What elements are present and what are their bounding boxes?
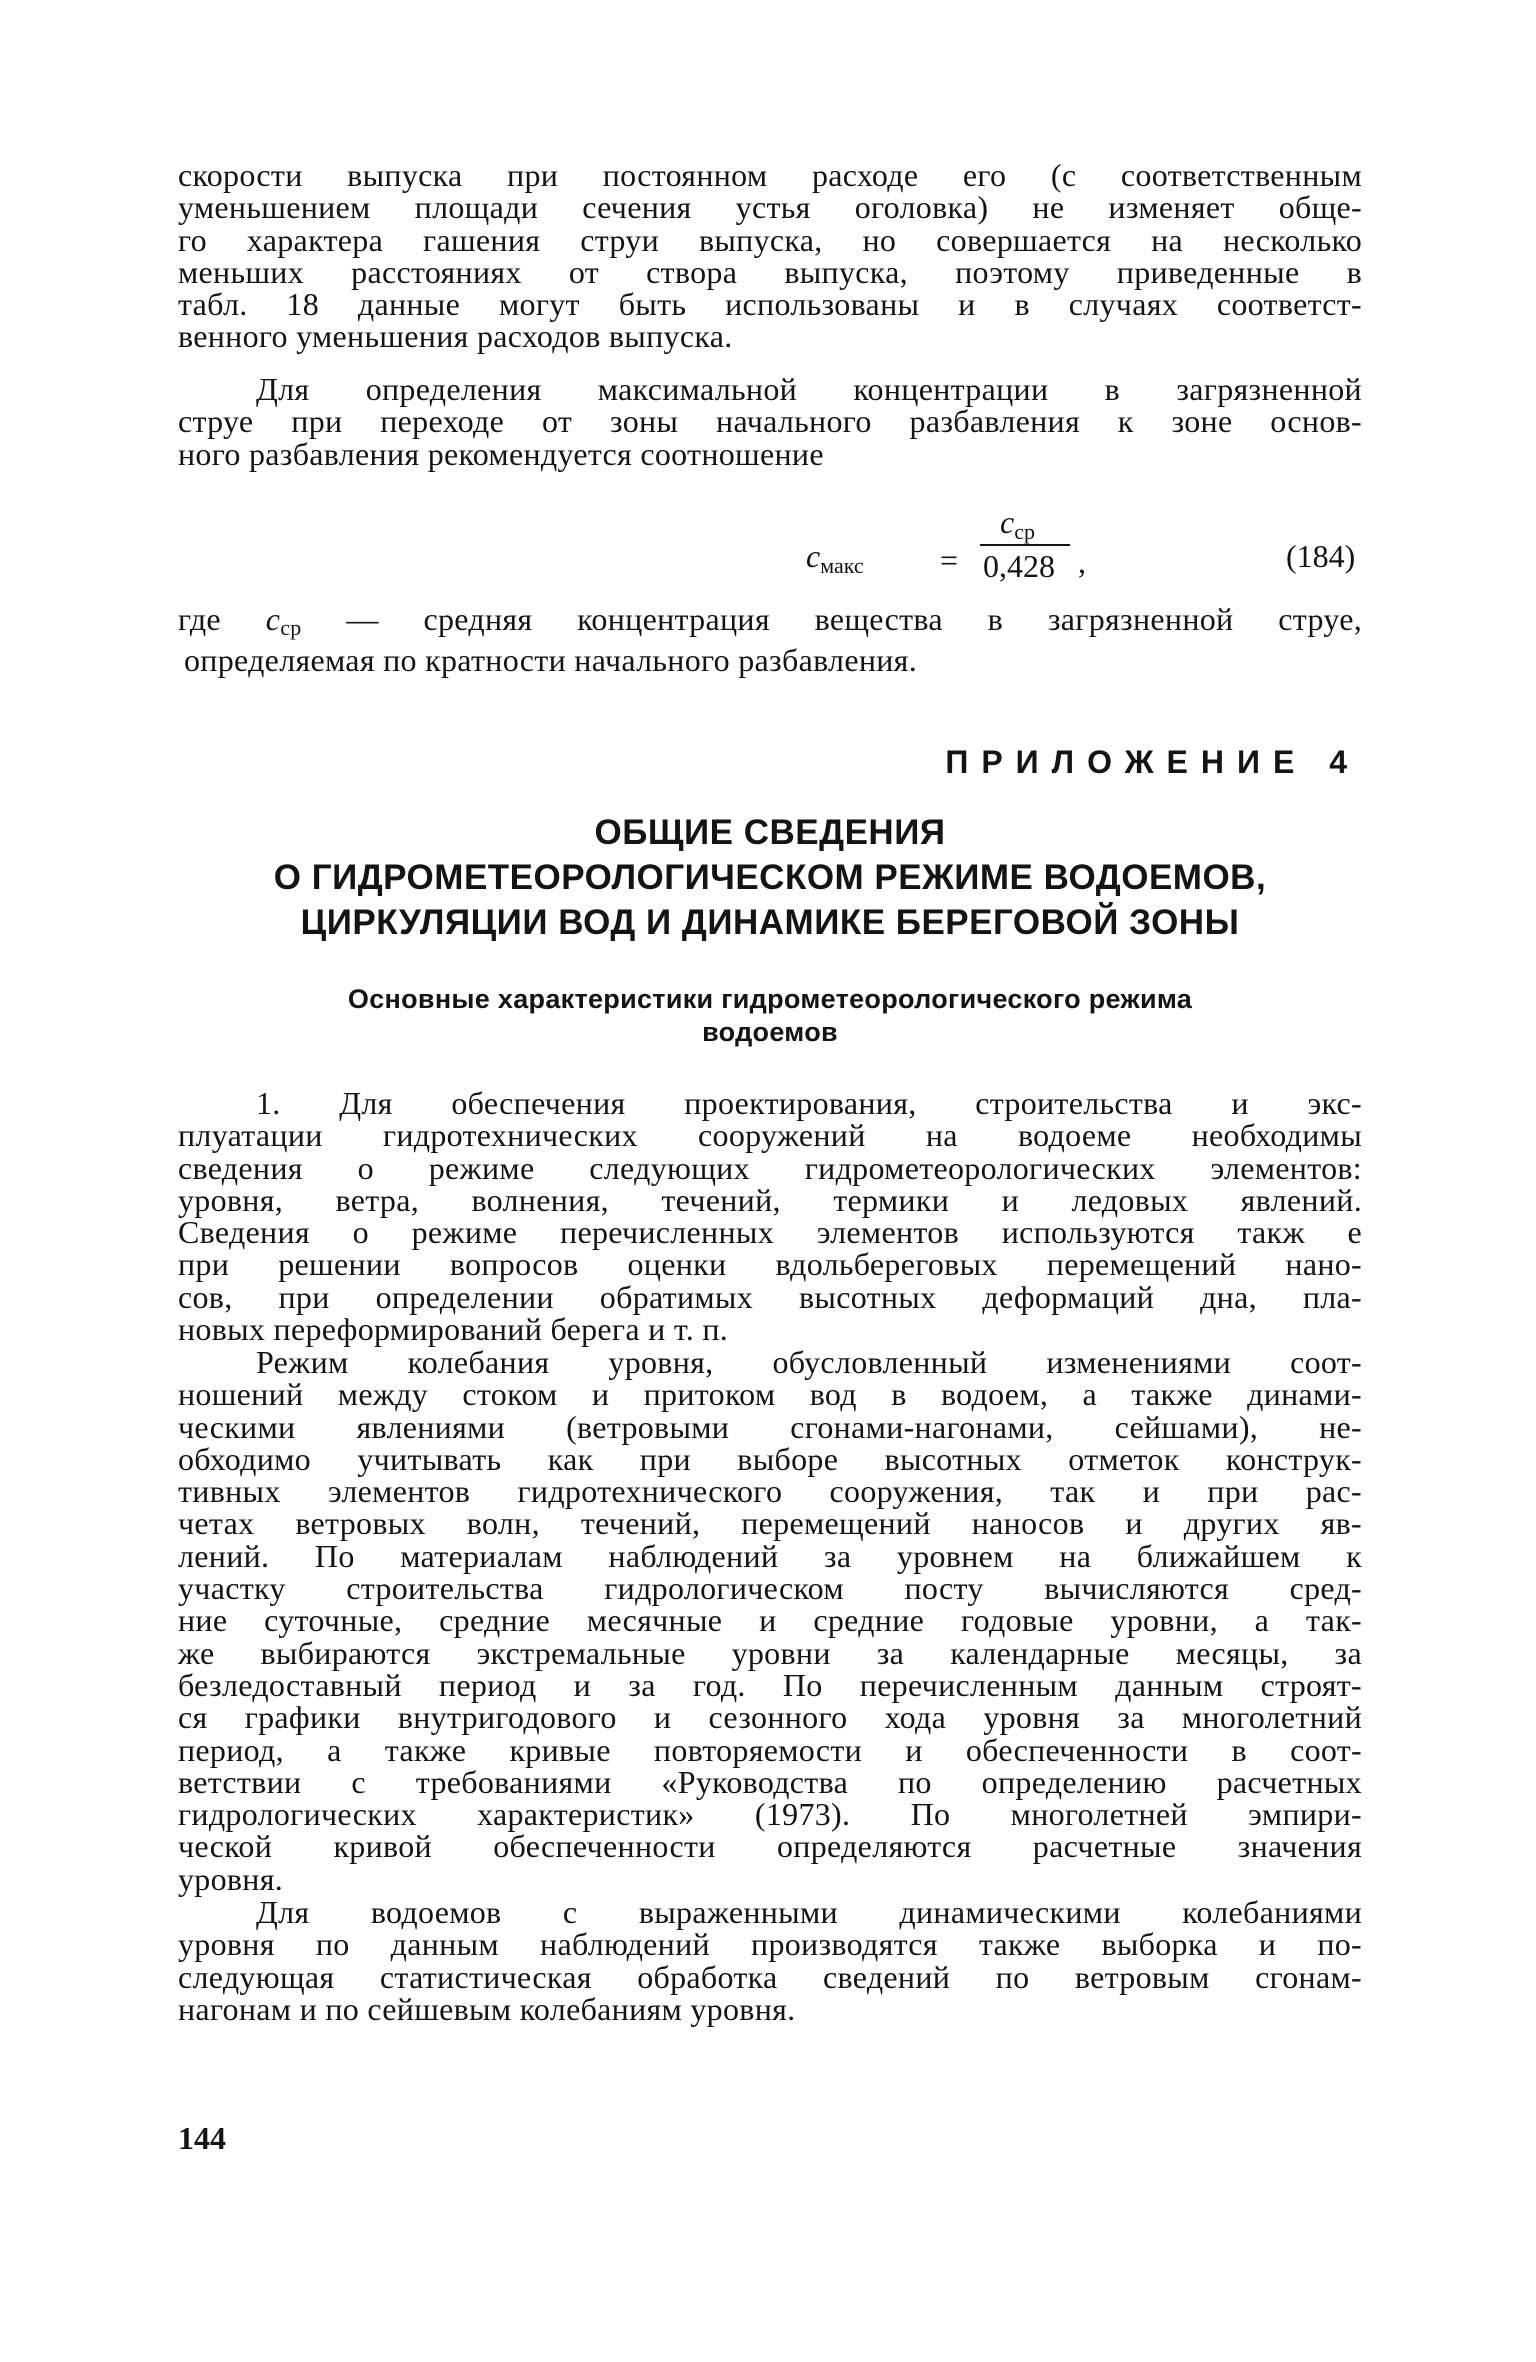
formula-comma: ,: [1078, 544, 1086, 580]
formula-denominator: 0,428: [983, 548, 1055, 584]
formula-184: [0, 504, 1536, 584]
text-line: обходимо учитывать как при выборе высотных отметок конструк-: [178, 1440, 1362, 1477]
section-title-line: водоемов: [702, 1017, 838, 1047]
text-line: нагонам и по сейшевым колебаниям уровня.: [178, 1990, 796, 2027]
text-line: меньших расстояниях от створа выпуска, поэтому приведенные в: [178, 253, 1362, 290]
text-line: ние суточные, средние месячные и средние годовые уровни, а так-: [178, 1602, 1362, 1639]
text-line: уровня.: [178, 1860, 284, 1897]
text-line: венного уменьшения расходов выпуска.: [178, 318, 733, 355]
text-line: же выбираются экстремальные уровни за календарные месяцы, за: [178, 1634, 1362, 1671]
appendix-title: [120, 810, 1420, 945]
text-line: ветствии с требованиями «Руководства по определению расчетных: [178, 1763, 1362, 1800]
intro-paragraph: [178, 159, 1362, 353]
paragraph-3: [178, 1896, 1362, 2025]
text-line: ческими явлениями (ветровыми сгонами-нагонами, сейшами), не-: [178, 1408, 1362, 1445]
concentration-paragraph: [178, 373, 1362, 470]
text-line: период, а также кривые повторяемости и обеспеченности в соот-: [178, 1731, 1362, 1768]
section-title-line: Основные характеристики гидрометеорологического режима: [347, 984, 1193, 1014]
text-line: новых переформирований берега и т. п.: [178, 1311, 729, 1348]
text-line: участку строительства гидрологическом посту вычисляются сред-: [178, 1570, 1362, 1607]
text-line: лений. По материалам наблюдений за уровнем на ближайшем к: [178, 1537, 1362, 1574]
text-line: при решении вопросов оценки вдольбереговых перемещений нано-: [178, 1246, 1362, 1283]
page-number: 144: [178, 2120, 226, 2156]
text-line: скорости выпуска при постоянном расходе его (с соответственным: [178, 157, 1362, 193]
text-line: определяемая по кратности начального разбавления.: [184, 642, 917, 679]
section-title: [150, 983, 1390, 1049]
appendix-title-line: ЦИРКУЛЯЦИИ ВОД И ДИНАМИКЕ БЕРЕГОВОЙ ЗОНЫ: [300, 903, 1240, 942]
text-line: сов, при определении обратимых высотных деформаций дна, пла-: [178, 1278, 1362, 1315]
paragraph-1: [178, 1085, 1362, 1348]
text-line: плуатации гидротехнических сооружений на водоеме необходимы: [178, 1117, 1362, 1154]
text-line: ческой кривой обеспеченности определяются расчетные значения: [178, 1828, 1362, 1865]
text-line: Для водоемов с выраженными динамическими колебаниями: [256, 1894, 1362, 1930]
text-line: безледоставный период и за год. По перечисленным данным строят-: [178, 1666, 1362, 1703]
text-line: ся графики внутригодового и сезонного хода уровня за многолетний: [178, 1699, 1362, 1736]
text-line: тивных элементов гидротехнического сооружения, так и при рас-: [178, 1473, 1362, 1510]
text-line: сведения о режиме следующих гидрометеорологических элементов:: [178, 1149, 1362, 1186]
text-line: 1. Для обеспечения проектирования, строительства и экс-: [256, 1085, 1362, 1121]
formula-number: (184): [1286, 538, 1356, 574]
text-line: струе при переходе от зоны начального разбавления к зоне основ-: [178, 403, 1362, 440]
formula-numerator: $c_{ср}$: [1000, 504, 1035, 544]
text-line: уменьшением площади сечения устья оголовка) не изменяет обще-: [178, 189, 1362, 226]
text-line: ношений между стоком и притоком вод в водоем, а также динами-: [178, 1376, 1362, 1413]
formula-lhs: $c_{макс}$: [806, 538, 864, 578]
appendix-title-line: О ГИДРОМЕТЕОРОЛОГИЧЕСКОМ РЕЖИМЕ ВОДОЕМОВ,: [273, 858, 1267, 897]
appendix-title-line: ОБЩИЕ СВЕДЕНИЯ: [594, 813, 946, 852]
text-line: где $c_{ср}$ — средняя концентрация вещества в загрязненной струе,: [178, 601, 1362, 640]
text-line: Режим колебания уровня, обусловленный изменениями соот-: [256, 1344, 1362, 1380]
text-line: Сведения о режиме перечисленных элементов используются такж е: [178, 1214, 1362, 1251]
appendix-label: ПРИЛОЖЕНИЕ 4: [945, 744, 1360, 780]
text-line: уровня, ветра, волнения, течений, термики и ледовых явлений.: [178, 1181, 1362, 1218]
where-clause: [178, 603, 1362, 677]
text-line: четах ветровых волн, течений, перемещений наносов и других яв-: [178, 1505, 1362, 1542]
variable-c-sr: $c_{ср}$: [265, 601, 302, 640]
text-line: следующая статистическая обработка сведений по ветровым сгонам-: [178, 1958, 1362, 1995]
formula-equals: =: [940, 542, 959, 578]
text-line: гидрологических характеристик» (1973). По многолетней эмпири-: [178, 1796, 1362, 1833]
text-line: уровня по данным наблюдений производятся также выборка и по-: [178, 1926, 1362, 1963]
paragraph-2: [178, 1346, 1362, 1895]
text-line: табл. 18 данные могут быть использованы и в случаях соответст-: [178, 286, 1362, 323]
text-line: го характера гашения струи выпуска, но совершается на несколько: [178, 221, 1362, 258]
fraction-bar: [980, 544, 1070, 546]
text-line: ного разбавления рекомендуется соотношение: [178, 435, 824, 472]
text-line: Для определения максимальной концентрации в загрязненной: [256, 371, 1362, 407]
